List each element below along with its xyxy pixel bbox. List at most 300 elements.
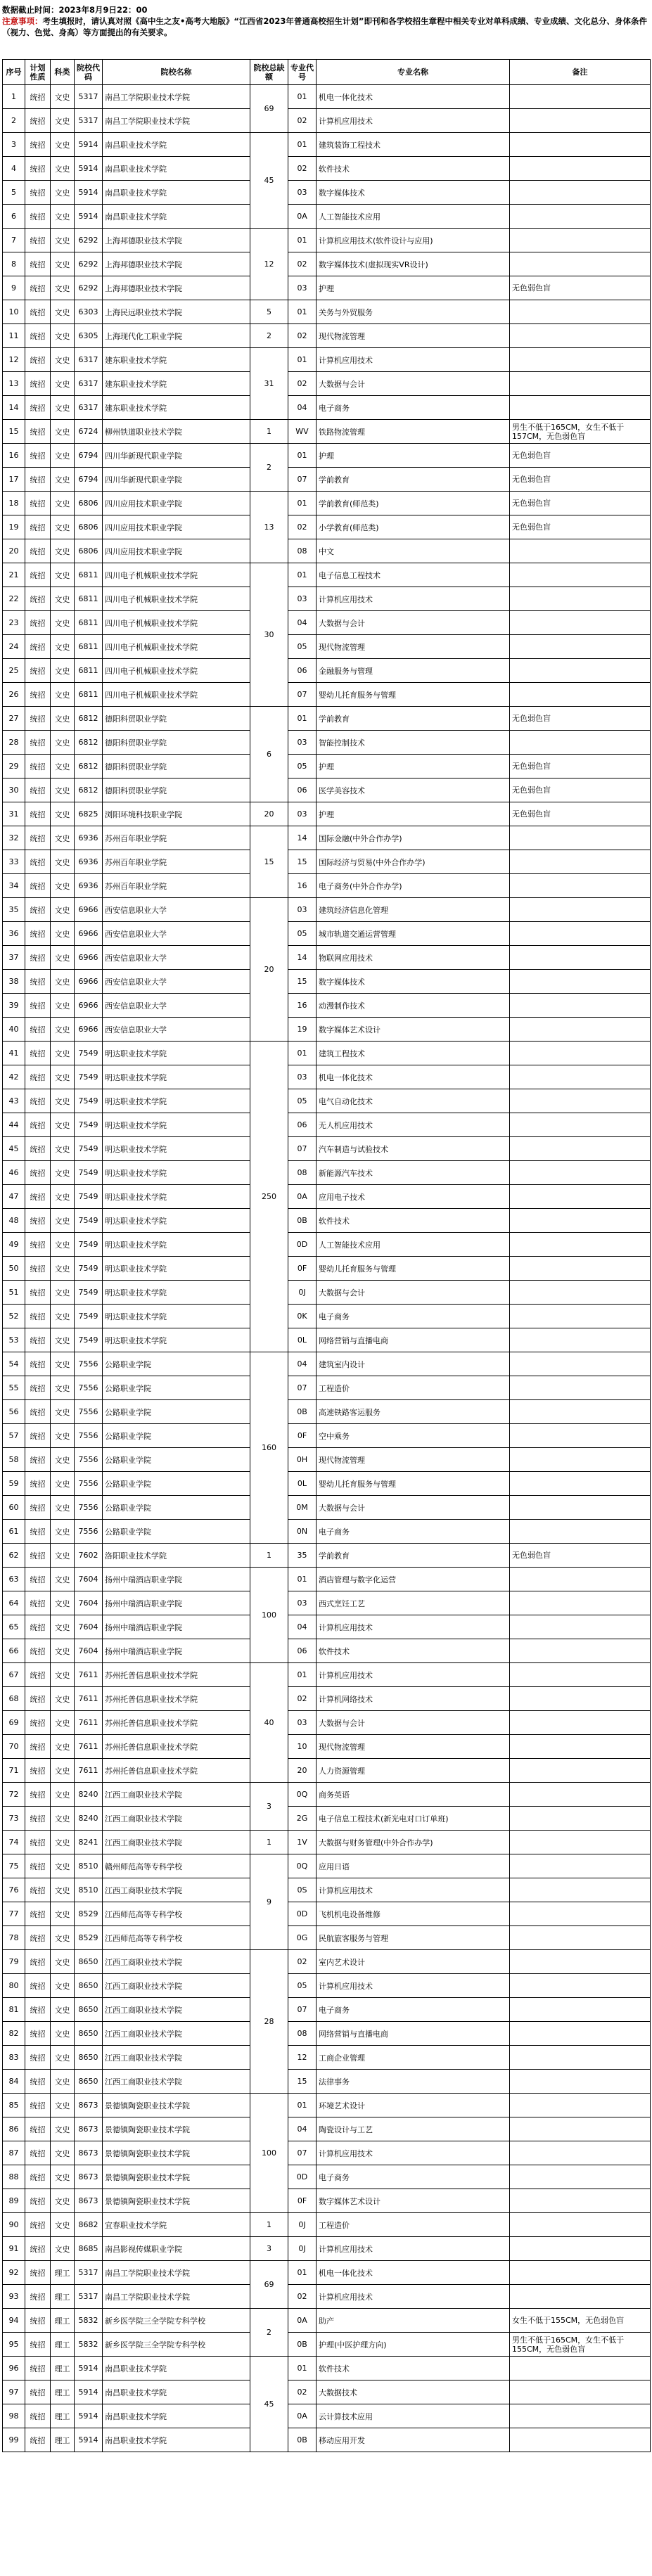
cell-school-name: 公路职业学院 bbox=[103, 1448, 250, 1472]
cell-school-name: 上海民远职业技术学院 bbox=[103, 300, 250, 324]
cell-plan-type: 统招 bbox=[25, 874, 51, 898]
cell-plan-type: 统招 bbox=[25, 1639, 51, 1663]
cell-plan-type: 统招 bbox=[25, 1926, 51, 1950]
table-row bbox=[3, 659, 651, 683]
cell-category: 文史 bbox=[51, 2070, 75, 2094]
cell-remarks bbox=[510, 731, 651, 755]
cell-category: 文史 bbox=[51, 1711, 75, 1735]
cell-total-vacancy: 100 bbox=[250, 2094, 288, 2213]
cell-school-code: 6966 bbox=[75, 970, 103, 994]
cell-category: 文史 bbox=[51, 2046, 75, 2070]
table-row bbox=[3, 396, 651, 420]
table-row bbox=[3, 2237, 651, 2261]
cell-major-name: 应用电子技术 bbox=[317, 1185, 510, 1209]
cell-index: 11 bbox=[3, 324, 25, 348]
cell-remarks bbox=[510, 1663, 651, 1687]
cell-school-name: 公路职业学院 bbox=[103, 1472, 250, 1496]
cell-school-name: 南昌工学院职业技术学院 bbox=[103, 2285, 250, 2309]
cell-index: 7 bbox=[3, 229, 25, 252]
cell-school-name: 西安信息职业大学 bbox=[103, 970, 250, 994]
cell-plan-type: 统招 bbox=[25, 1042, 51, 1065]
cell-plan-type: 统招 bbox=[25, 898, 51, 922]
cell-major-name: 学前教育 bbox=[317, 707, 510, 731]
cell-major-code: 0A bbox=[288, 2309, 317, 2333]
cell-plan-type: 统招 bbox=[25, 2333, 51, 2357]
cell-category: 文史 bbox=[51, 1424, 75, 1448]
cell-school-code: 6305 bbox=[75, 324, 103, 348]
cell-remarks bbox=[510, 1305, 651, 1328]
cell-major-code: 0D bbox=[288, 1233, 317, 1257]
cell-total-vacancy: 31 bbox=[250, 348, 288, 420]
cell-major-code: 0G bbox=[288, 1926, 317, 1950]
cell-index: 40 bbox=[3, 1018, 25, 1042]
col-header-remarks: 备注 bbox=[510, 60, 651, 85]
cell-index: 94 bbox=[3, 2309, 25, 2333]
cell-major-code: 01 bbox=[288, 348, 317, 372]
cell-school-code: 7549 bbox=[75, 1185, 103, 1209]
cell-school-code: 5832 bbox=[75, 2309, 103, 2333]
cell-school-code: 6825 bbox=[75, 802, 103, 826]
cell-total-vacancy: 2 bbox=[250, 444, 288, 492]
table-row bbox=[3, 2261, 651, 2285]
cell-category: 文史 bbox=[51, 515, 75, 539]
cell-major-code: 07 bbox=[288, 1137, 317, 1161]
cell-plan-type: 统招 bbox=[25, 1591, 51, 1615]
cell-major-name: 小学教育(师范类) bbox=[317, 515, 510, 539]
cell-category: 文史 bbox=[51, 372, 75, 396]
cell-index: 98 bbox=[3, 2404, 25, 2428]
cell-total-vacancy: 69 bbox=[250, 85, 288, 133]
cell-school-code: 8650 bbox=[75, 2046, 103, 2070]
table-row bbox=[3, 1568, 651, 1591]
cell-index: 32 bbox=[3, 826, 25, 850]
table-row bbox=[3, 1807, 651, 1831]
cell-remarks bbox=[510, 1018, 651, 1042]
cell-school-name: 扬州中瑞酒店职业学院 bbox=[103, 1568, 250, 1591]
cell-major-code: 15 bbox=[288, 850, 317, 874]
cell-remarks bbox=[510, 1950, 651, 1974]
cell-category: 文史 bbox=[51, 539, 75, 563]
cell-school-code: 7549 bbox=[75, 1161, 103, 1185]
cell-school-name: 南昌职业技术学院 bbox=[103, 133, 250, 157]
cell-remarks: 无色弱色盲 bbox=[510, 802, 651, 826]
cell-school-code: 7556 bbox=[75, 1352, 103, 1376]
cell-major-name: 机电一体化技术 bbox=[317, 1065, 510, 1089]
cell-plan-type: 统招 bbox=[25, 1352, 51, 1376]
table-row bbox=[3, 635, 651, 659]
cell-school-name: 苏州百年职业学院 bbox=[103, 874, 250, 898]
cell-major-code: 14 bbox=[288, 826, 317, 850]
cell-major-code: 03 bbox=[288, 1065, 317, 1089]
cell-index: 52 bbox=[3, 1305, 25, 1328]
cell-plan-type: 统招 bbox=[25, 2141, 51, 2165]
table-row bbox=[3, 1400, 651, 1424]
cell-school-code: 6966 bbox=[75, 898, 103, 922]
cell-major-name: 建筑装饰工程技术 bbox=[317, 133, 510, 157]
cell-school-code: 8682 bbox=[75, 2213, 103, 2237]
cell-index: 95 bbox=[3, 2333, 25, 2357]
cell-remarks bbox=[510, 2261, 651, 2285]
cell-category: 文史 bbox=[51, 1042, 75, 1065]
cell-major-name: 学前教育 bbox=[317, 1544, 510, 1568]
cell-index: 92 bbox=[3, 2261, 25, 2285]
cell-major-code: 05 bbox=[288, 755, 317, 778]
cell-category: 文史 bbox=[51, 683, 75, 707]
cell-index: 41 bbox=[3, 1042, 25, 1065]
cell-plan-type: 统招 bbox=[25, 1568, 51, 1591]
table-row bbox=[3, 468, 651, 492]
cell-school-name: 明达职业技术学院 bbox=[103, 1257, 250, 1281]
cell-plan-type: 统招 bbox=[25, 1783, 51, 1807]
cell-school-name: 江西工商职业技术学院 bbox=[103, 1974, 250, 1998]
cell-school-code: 6936 bbox=[75, 850, 103, 874]
cell-plan-type: 统招 bbox=[25, 2380, 51, 2404]
cell-major-name: 计算机应用技术 bbox=[317, 2141, 510, 2165]
cell-plan-type: 统招 bbox=[25, 611, 51, 635]
cell-major-code: 03 bbox=[288, 276, 317, 300]
cell-category: 文史 bbox=[51, 1926, 75, 1950]
cell-major-name: 城市轨道交通运营管理 bbox=[317, 922, 510, 946]
table-row bbox=[3, 1209, 651, 1233]
cell-plan-type: 统招 bbox=[25, 2189, 51, 2213]
cell-remarks bbox=[510, 1424, 651, 1448]
cell-remarks bbox=[510, 1376, 651, 1400]
cell-plan-type: 统招 bbox=[25, 1376, 51, 1400]
cell-school-name: 苏州百年职业学院 bbox=[103, 826, 250, 850]
cell-remarks bbox=[510, 2285, 651, 2309]
cell-category: 文史 bbox=[51, 802, 75, 826]
cell-school-name: 江西师范高等专科学校 bbox=[103, 1926, 250, 1950]
cell-plan-type: 统招 bbox=[25, 229, 51, 252]
cell-school-name: 明达职业技术学院 bbox=[103, 1042, 250, 1065]
table-row bbox=[3, 1950, 651, 1974]
cell-major-code: 0N bbox=[288, 1520, 317, 1544]
cell-index: 87 bbox=[3, 2141, 25, 2165]
cell-school-code: 8240 bbox=[75, 1783, 103, 1807]
cell-plan-type: 统招 bbox=[25, 2428, 51, 2452]
cell-index: 72 bbox=[3, 1783, 25, 1807]
cell-remarks bbox=[510, 1831, 651, 1854]
table-row bbox=[3, 1042, 651, 1065]
cell-index: 97 bbox=[3, 2380, 25, 2404]
cell-index: 78 bbox=[3, 1926, 25, 1950]
cell-remarks bbox=[510, 2213, 651, 2237]
cell-remarks: 男生不低于165CM，女生不低于157CM，无色弱色盲 bbox=[510, 420, 651, 444]
cell-remarks bbox=[510, 1352, 651, 1376]
table-row bbox=[3, 2165, 651, 2189]
cell-major-name: 智能控制技术 bbox=[317, 731, 510, 755]
cell-school-name: 德阳科贸职业学院 bbox=[103, 731, 250, 755]
cell-major-code: 03 bbox=[288, 1591, 317, 1615]
cell-index: 29 bbox=[3, 755, 25, 778]
table-row bbox=[3, 1281, 651, 1305]
cell-plan-type: 统招 bbox=[25, 420, 51, 444]
cell-remarks bbox=[510, 372, 651, 396]
cell-remarks bbox=[510, 1639, 651, 1663]
cell-category: 文史 bbox=[51, 1281, 75, 1305]
cell-school-code: 5914 bbox=[75, 2428, 103, 2452]
cell-index: 9 bbox=[3, 276, 25, 300]
table-row bbox=[3, 898, 651, 922]
cell-index: 34 bbox=[3, 874, 25, 898]
cell-index: 17 bbox=[3, 468, 25, 492]
cell-school-name: 江西工商职业技术学院 bbox=[103, 1831, 250, 1854]
cell-school-code: 7602 bbox=[75, 1544, 103, 1568]
cell-category: 文史 bbox=[51, 826, 75, 850]
cell-major-name: 商务英语 bbox=[317, 1783, 510, 1807]
cell-category: 文史 bbox=[51, 1974, 75, 1998]
cell-remarks bbox=[510, 1042, 651, 1065]
cell-index: 83 bbox=[3, 2046, 25, 2070]
cell-school-name: 公路职业学院 bbox=[103, 1496, 250, 1520]
table-row bbox=[3, 2380, 651, 2404]
cell-index: 19 bbox=[3, 515, 25, 539]
cell-total-vacancy: 2 bbox=[250, 324, 288, 348]
cell-category: 文史 bbox=[51, 1472, 75, 1496]
cell-category: 文史 bbox=[51, 1448, 75, 1472]
cell-index: 56 bbox=[3, 1400, 25, 1424]
cell-school-code: 8673 bbox=[75, 2165, 103, 2189]
cell-school-name: 明达职业技术学院 bbox=[103, 1233, 250, 1257]
cell-major-name: 现代物流管理 bbox=[317, 1448, 510, 1472]
cell-remarks bbox=[510, 2189, 651, 2213]
cell-index: 88 bbox=[3, 2165, 25, 2189]
cell-major-name: 计算机应用技术 bbox=[317, 587, 510, 611]
cell-school-code: 6966 bbox=[75, 922, 103, 946]
cell-major-name: 工程造价 bbox=[317, 1376, 510, 1400]
table-row bbox=[3, 85, 651, 109]
cell-plan-type: 统招 bbox=[25, 109, 51, 133]
cell-major-code: 20 bbox=[288, 1759, 317, 1783]
cell-remarks: 无色弱色盲 bbox=[510, 755, 651, 778]
cell-category: 文史 bbox=[51, 1065, 75, 1089]
cell-school-name: 景德镇陶瓷职业技术学院 bbox=[103, 2141, 250, 2165]
cell-major-name: 婴幼儿托育服务与管理 bbox=[317, 683, 510, 707]
cell-category: 文史 bbox=[51, 1161, 75, 1185]
cell-remarks bbox=[510, 2428, 651, 2452]
cell-major-code: 07 bbox=[288, 683, 317, 707]
table-row bbox=[3, 731, 651, 755]
table-row bbox=[3, 2189, 651, 2213]
cell-major-name: 西式烹饪工艺 bbox=[317, 1591, 510, 1615]
cell-school-code: 6292 bbox=[75, 276, 103, 300]
table-row bbox=[3, 515, 651, 539]
cell-major-name: 计算机应用技术 bbox=[317, 348, 510, 372]
cell-category: 理工 bbox=[51, 2333, 75, 2357]
table-row bbox=[3, 874, 651, 898]
cell-category: 文史 bbox=[51, 1018, 75, 1042]
cell-category: 文史 bbox=[51, 850, 75, 874]
cell-remarks bbox=[510, 922, 651, 946]
table-row bbox=[3, 1472, 651, 1496]
cell-remarks bbox=[510, 1735, 651, 1759]
cell-school-name: 四川电子机械职业技术学院 bbox=[103, 683, 250, 707]
cell-school-name: 德阳科贸职业学院 bbox=[103, 707, 250, 731]
cell-school-code: 7611 bbox=[75, 1735, 103, 1759]
cell-total-vacancy: 1 bbox=[250, 2213, 288, 2237]
cell-school-code: 7556 bbox=[75, 1376, 103, 1400]
cell-category: 文史 bbox=[51, 205, 75, 229]
cell-major-code: 01 bbox=[288, 1663, 317, 1687]
cell-plan-type: 统招 bbox=[25, 1137, 51, 1161]
cell-school-code: 6811 bbox=[75, 659, 103, 683]
cell-school-code: 7556 bbox=[75, 1472, 103, 1496]
cell-remarks: 女生不低于155CM，无色弱色盲 bbox=[510, 2309, 651, 2333]
cell-category: 文史 bbox=[51, 2117, 75, 2141]
cell-school-name: 景德镇陶瓷职业技术学院 bbox=[103, 2117, 250, 2141]
cell-major-name: 电子商务 bbox=[317, 1998, 510, 2022]
cell-major-name: 建筑经济信息化管理 bbox=[317, 898, 510, 922]
cell-remarks bbox=[510, 1496, 651, 1520]
cell-major-name: 汽车制造与试验技术 bbox=[317, 1137, 510, 1161]
cell-major-code: 01 bbox=[288, 707, 317, 731]
cell-major-name: 计算机应用技术 bbox=[317, 1663, 510, 1687]
cell-major-name: 软件技术 bbox=[317, 1209, 510, 1233]
cell-plan-type: 统招 bbox=[25, 563, 51, 587]
cell-category: 文史 bbox=[51, 1233, 75, 1257]
cell-school-name: 西安信息职业大学 bbox=[103, 994, 250, 1018]
cell-plan-type: 统招 bbox=[25, 2117, 51, 2141]
cell-major-name: 国际经济与贸易(中外合作办学) bbox=[317, 850, 510, 874]
cell-major-code: 01 bbox=[288, 563, 317, 587]
cell-category: 文史 bbox=[51, 611, 75, 635]
cell-major-name: 大数据与财务管理(中外合作办学) bbox=[317, 1831, 510, 1854]
cell-school-code: 6806 bbox=[75, 492, 103, 515]
cell-school-code: 8685 bbox=[75, 2237, 103, 2261]
cell-plan-type: 统招 bbox=[25, 1974, 51, 1998]
cell-category: 文史 bbox=[51, 1544, 75, 1568]
cell-plan-type: 统招 bbox=[25, 1472, 51, 1496]
cell-school-name: 明达职业技术学院 bbox=[103, 1161, 250, 1185]
cell-remarks bbox=[510, 1568, 651, 1591]
cell-major-code: 0A bbox=[288, 2404, 317, 2428]
cell-major-code: 0K bbox=[288, 1305, 317, 1328]
cell-plan-type: 统招 bbox=[25, 444, 51, 468]
cell-plan-type: 统招 bbox=[25, 133, 51, 157]
table-row bbox=[3, 2428, 651, 2452]
cell-remarks bbox=[510, 683, 651, 707]
cell-remarks bbox=[510, 2165, 651, 2189]
table-row bbox=[3, 1974, 651, 1998]
cell-major-code: 05 bbox=[288, 635, 317, 659]
cell-remarks bbox=[510, 109, 651, 133]
cell-school-code: 8650 bbox=[75, 1998, 103, 2022]
cell-remarks bbox=[510, 157, 651, 181]
cell-school-code: 6811 bbox=[75, 635, 103, 659]
cell-major-name: 酒店管理与数字化运营 bbox=[317, 1568, 510, 1591]
cell-remarks: 无色弱色盲 bbox=[510, 468, 651, 492]
table-row bbox=[3, 1687, 651, 1711]
cell-major-code: 1V bbox=[288, 1831, 317, 1854]
cell-category: 文史 bbox=[51, 1831, 75, 1854]
cell-plan-type: 统招 bbox=[25, 778, 51, 802]
cell-category: 文史 bbox=[51, 563, 75, 587]
cell-major-code: 0B bbox=[288, 1209, 317, 1233]
cell-category: 文史 bbox=[51, 2022, 75, 2046]
cell-category: 文史 bbox=[51, 85, 75, 109]
cell-plan-type: 统招 bbox=[25, 1807, 51, 1831]
cell-plan-type: 统招 bbox=[25, 826, 51, 850]
cell-category: 文史 bbox=[51, 1854, 75, 1878]
cell-remarks bbox=[510, 1328, 651, 1352]
cell-remarks: 无色弱色盲 bbox=[510, 492, 651, 515]
cell-major-name: 电子信息工程技术(新光电对口订单班) bbox=[317, 1807, 510, 1831]
cell-school-code: 6936 bbox=[75, 874, 103, 898]
cell-school-code: 7549 bbox=[75, 1257, 103, 1281]
cell-school-code: 7549 bbox=[75, 1065, 103, 1089]
col-header-major-name: 专业名称 bbox=[317, 60, 510, 85]
cell-category: 文史 bbox=[51, 444, 75, 468]
cell-major-name: 机电一体化技术 bbox=[317, 85, 510, 109]
cell-school-code: 6724 bbox=[75, 420, 103, 444]
table-row bbox=[3, 229, 651, 252]
cell-school-code: 6317 bbox=[75, 372, 103, 396]
cell-school-name: 景德镇陶瓷职业技术学院 bbox=[103, 2094, 250, 2117]
cell-school-name: 四川华新现代职业学院 bbox=[103, 468, 250, 492]
cell-major-name: 婴幼儿托育服务与管理 bbox=[317, 1257, 510, 1281]
cell-category: 文史 bbox=[51, 492, 75, 515]
cell-major-code: 02 bbox=[288, 1687, 317, 1711]
cell-major-code: 07 bbox=[288, 1998, 317, 2022]
cell-remarks bbox=[510, 1185, 651, 1209]
cell-remarks bbox=[510, 635, 651, 659]
cell-category: 文史 bbox=[51, 994, 75, 1018]
cell-category: 文史 bbox=[51, 1305, 75, 1328]
cell-remarks bbox=[510, 1783, 651, 1807]
cell-school-name: 明达职业技术学院 bbox=[103, 1113, 250, 1137]
cell-index: 62 bbox=[3, 1544, 25, 1568]
cell-plan-type: 统招 bbox=[25, 1424, 51, 1448]
col-header-plan-type: 计划性质 bbox=[25, 60, 51, 85]
cell-category: 文史 bbox=[51, 229, 75, 252]
cell-index: 6 bbox=[3, 205, 25, 229]
table-row bbox=[3, 2285, 651, 2309]
cell-remarks bbox=[510, 229, 651, 252]
cell-major-code: 01 bbox=[288, 300, 317, 324]
cell-major-name: 高速铁路客运服务 bbox=[317, 1400, 510, 1424]
cell-index: 43 bbox=[3, 1089, 25, 1113]
cell-index: 75 bbox=[3, 1854, 25, 1878]
cell-major-code: 03 bbox=[288, 1711, 317, 1735]
cell-total-vacancy: 28 bbox=[250, 1950, 288, 2094]
cell-school-name: 南昌工学院职业技术学院 bbox=[103, 85, 250, 109]
table-row bbox=[3, 1137, 651, 1161]
cell-major-name: 电气自动化技术 bbox=[317, 1089, 510, 1113]
cell-school-code: 5317 bbox=[75, 2285, 103, 2309]
cell-plan-type: 统招 bbox=[25, 1328, 51, 1352]
table-row bbox=[3, 1496, 651, 1520]
table-row bbox=[3, 1998, 651, 2022]
cell-category: 理工 bbox=[51, 2261, 75, 2285]
cell-remarks bbox=[510, 1759, 651, 1783]
cell-plan-type: 统招 bbox=[25, 515, 51, 539]
cell-category: 文史 bbox=[51, 1687, 75, 1711]
cell-plan-type: 统招 bbox=[25, 1544, 51, 1568]
table-row bbox=[3, 539, 651, 563]
cell-index: 77 bbox=[3, 1902, 25, 1926]
cell-category: 文史 bbox=[51, 276, 75, 300]
cell-school-code: 6317 bbox=[75, 348, 103, 372]
cell-category: 文史 bbox=[51, 1615, 75, 1639]
cell-major-code: 04 bbox=[288, 611, 317, 635]
cell-school-name: 扬州中瑞酒店职业学院 bbox=[103, 1639, 250, 1663]
cell-plan-type: 统招 bbox=[25, 1400, 51, 1424]
cell-major-name: 软件技术 bbox=[317, 1639, 510, 1663]
cell-school-name: 苏州托普信息职业技术学院 bbox=[103, 1735, 250, 1759]
cell-plan-type: 统招 bbox=[25, 946, 51, 970]
cell-remarks: 无色弱色盲 bbox=[510, 707, 651, 731]
cell-school-code: 6936 bbox=[75, 826, 103, 850]
